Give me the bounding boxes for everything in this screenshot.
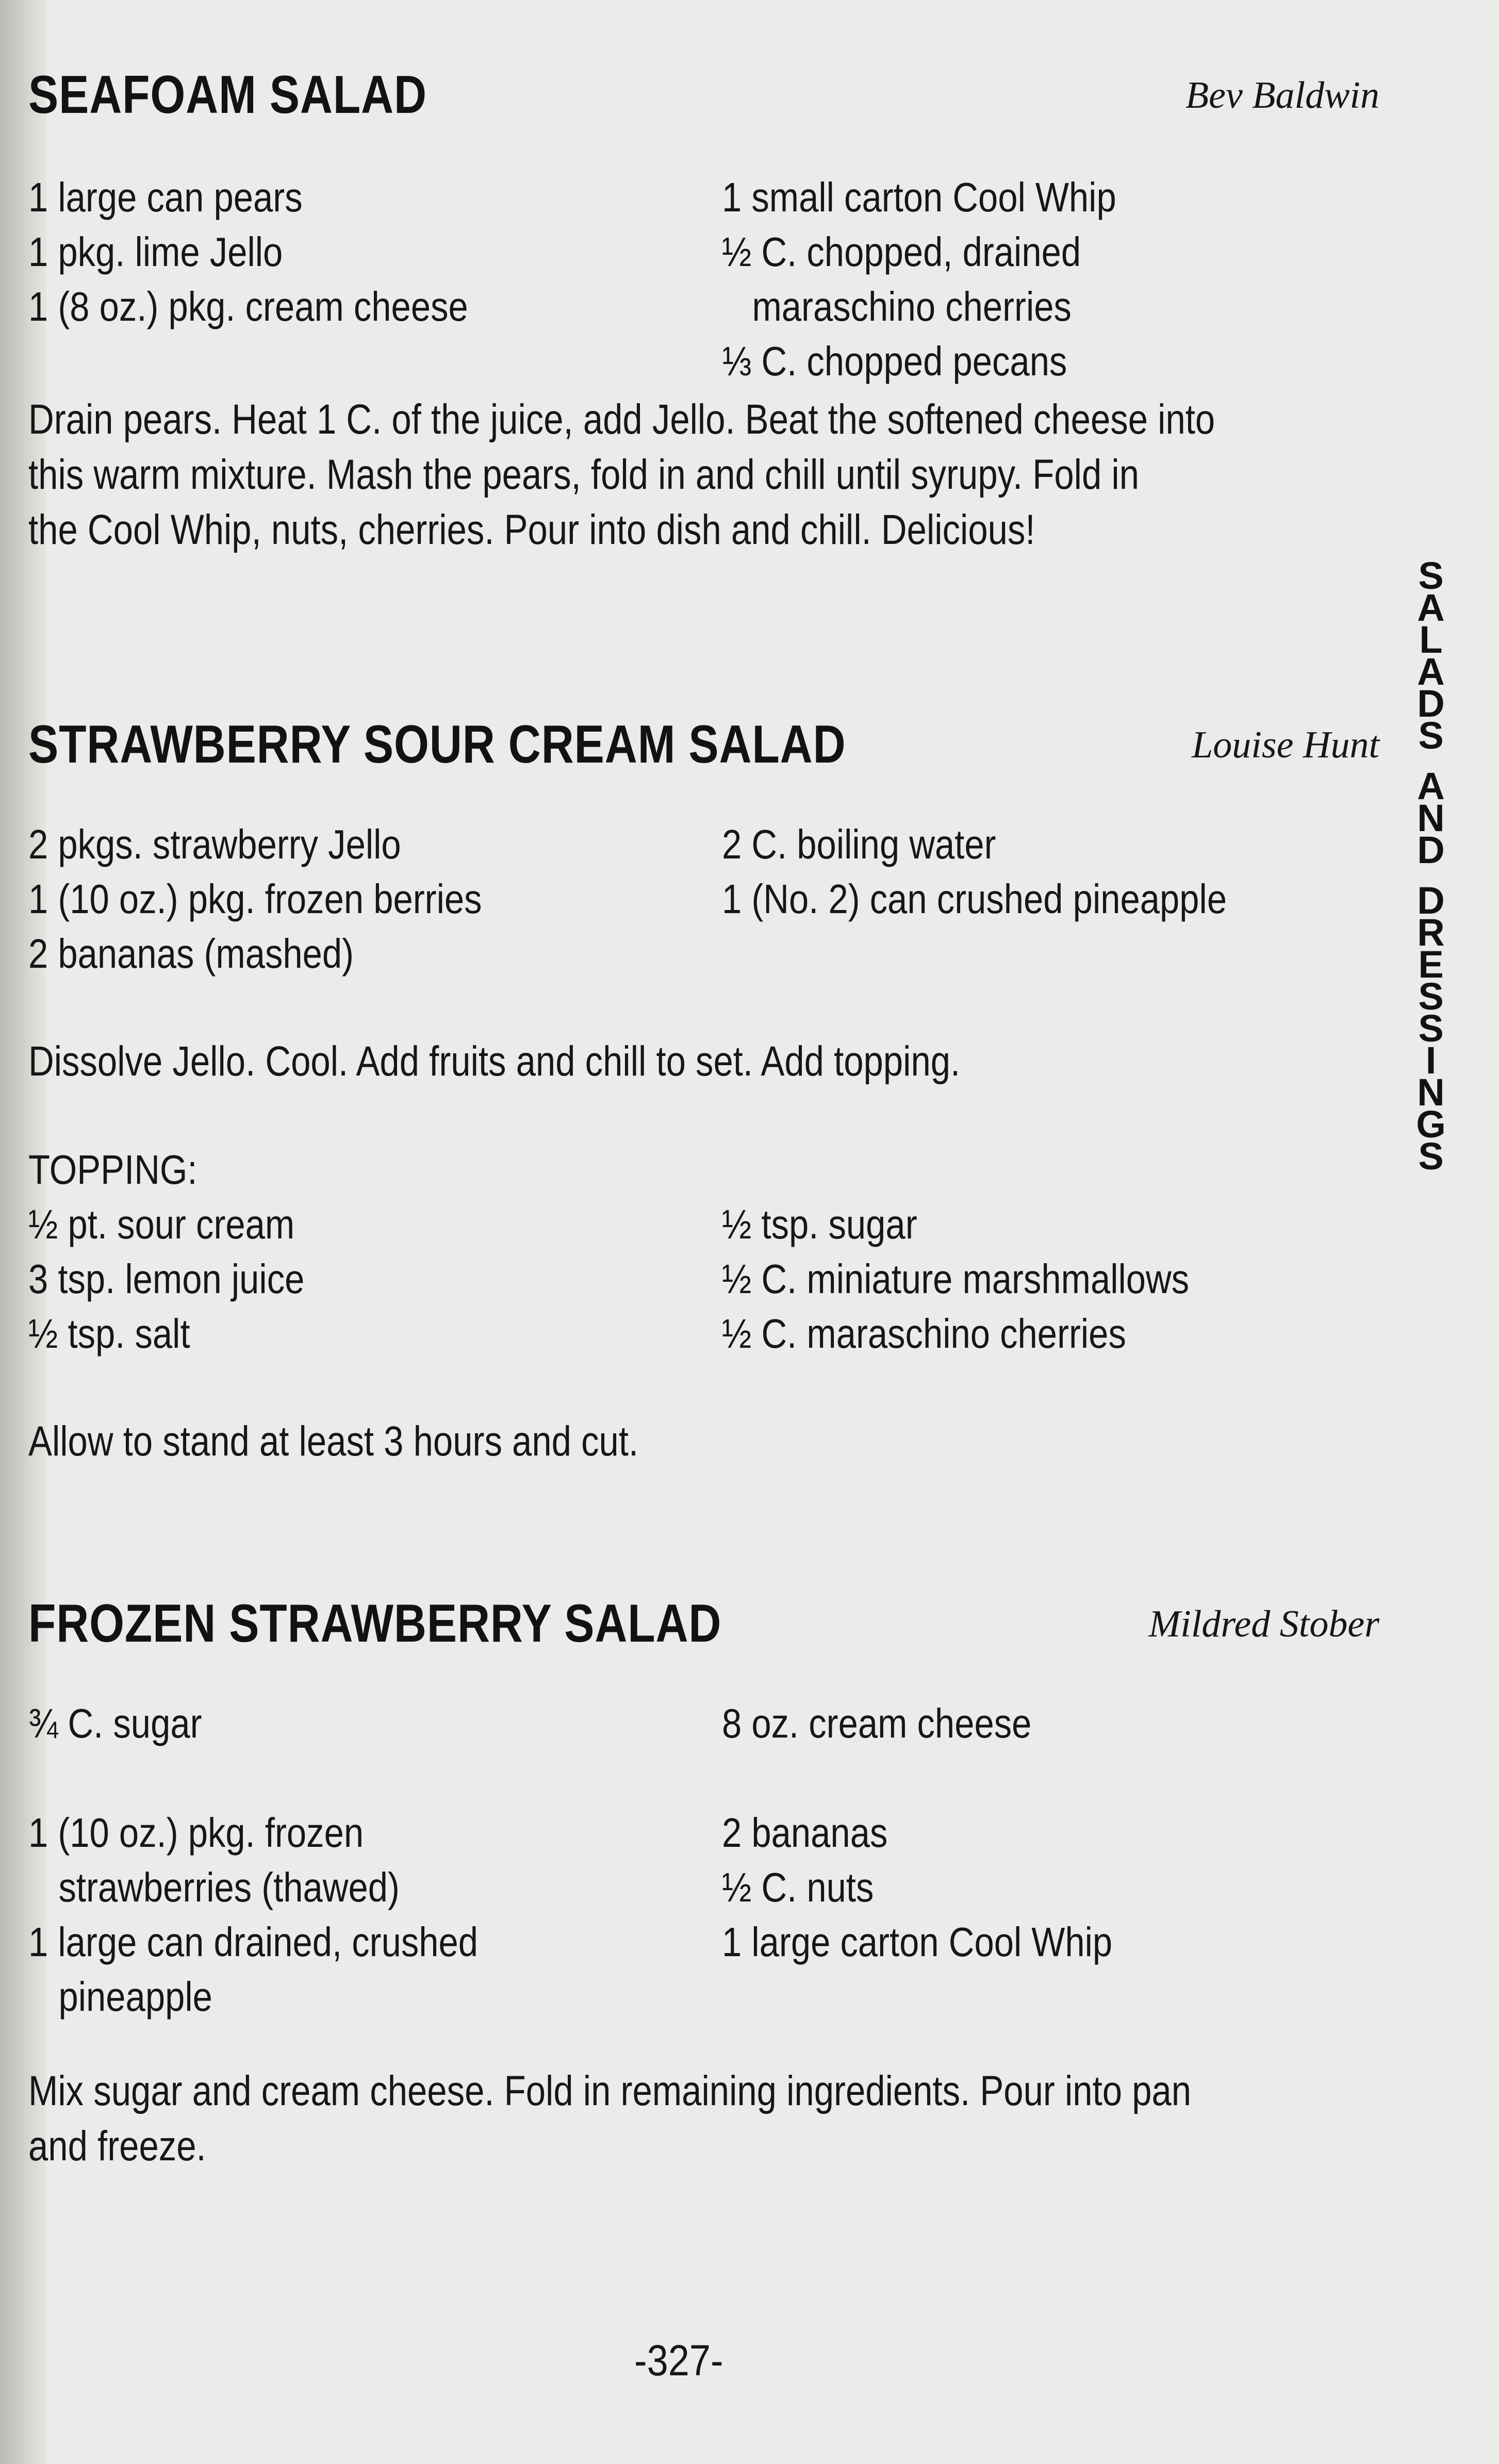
section-tab-letter: D bbox=[1417, 682, 1445, 725]
section-tab-letter: D bbox=[1417, 879, 1445, 922]
ingredient-item: 1 (8 oz.) pkg. cream cheese bbox=[28, 284, 468, 329]
ingredient-item: 8 oz. cream cheese bbox=[722, 1700, 1032, 1746]
ingredient-item: ¾ C. sugar bbox=[28, 1700, 202, 1746]
directions-line: and freeze. bbox=[28, 2123, 206, 2170]
ingredient-item: ½ C. nuts bbox=[722, 1864, 874, 1910]
recipe-seafoam-salad bbox=[28, 64, 1379, 557]
section-tab-word bbox=[1403, 554, 1459, 757]
ingredient-list bbox=[28, 1696, 1379, 1751]
directions-line: Drain pears. Heat 1 C. of the juice, add Jello. Beat the softened cheese into bbox=[28, 396, 1215, 443]
section-tab-letter: G bbox=[1416, 1103, 1446, 1146]
ingredient-item: 2 bananas (mashed) bbox=[28, 931, 354, 977]
section-tab-letter: S bbox=[1418, 975, 1444, 1018]
recipe-directions bbox=[28, 392, 1379, 557]
topping-list bbox=[28, 1197, 1379, 1362]
section-tab-word bbox=[1403, 879, 1459, 1178]
section-tab-letter: N bbox=[1417, 797, 1445, 839]
ingredient-item: maraschino cherries bbox=[752, 284, 1072, 329]
ingredient-item: 1 large carton Cool Whip bbox=[722, 1919, 1113, 1965]
recipe-frozen-strawberry-salad bbox=[28, 1593, 1379, 2174]
section-tab-letter: N bbox=[1417, 1071, 1445, 1114]
ingredient-item: 2 bananas bbox=[722, 1810, 888, 1856]
section-tab-letter: E bbox=[1418, 943, 1444, 986]
ingredient-item: ½ C. chopped, drained bbox=[722, 229, 1081, 275]
section-tab-letter: A bbox=[1417, 765, 1445, 807]
recipe-title: SEAFOAM SALAD bbox=[28, 65, 427, 125]
section-tab-word bbox=[1403, 765, 1459, 871]
recipe-title: STRAWBERRY SOUR CREAM SALAD bbox=[28, 715, 846, 774]
section-tab-letter: S bbox=[1418, 714, 1444, 757]
section-tab-salads-and-dressings bbox=[1403, 554, 1459, 1188]
directions-line: this warm mixture. Mash the pears, fold in and chill until syrupy. Fold in bbox=[28, 451, 1140, 498]
recipe-author: Bev Baldwin bbox=[1185, 74, 1379, 117]
ingredient-item: pineapple bbox=[58, 1974, 212, 2020]
recipe-directions bbox=[28, 2063, 1379, 2174]
ingredient-list bbox=[28, 1806, 1379, 2024]
section-tab-letter: S bbox=[1418, 1135, 1444, 1178]
section-tab-letter: I bbox=[1425, 1039, 1437, 1082]
section-tab-letter: L bbox=[1419, 618, 1443, 661]
section-tab-letter: S bbox=[1418, 1007, 1444, 1050]
directions-line: the Cool Whip, nuts, cherries. Pour into dish and chill. Delicious! bbox=[28, 506, 1035, 553]
ingredient-item: 2 C. boiling water bbox=[722, 821, 996, 867]
topping-label: TOPPING: bbox=[28, 1147, 197, 1193]
ingredient-item: 1 (No. 2) can crushed pineapple bbox=[722, 876, 1227, 922]
topping-item: 3 tsp. lemon juice bbox=[28, 1256, 305, 1302]
ingredient-item: 1 small carton Cool Whip bbox=[722, 174, 1116, 220]
ingredient-item: 1 pkg. lime Jello bbox=[28, 229, 283, 275]
ingredient-item: 1 (10 oz.) pkg. frozen berries bbox=[28, 876, 482, 922]
topping-item: ½ tsp. salt bbox=[28, 1311, 190, 1357]
ingredient-list bbox=[28, 817, 1379, 982]
topping-item: ½ C. miniature marshmallows bbox=[722, 1256, 1190, 1302]
topping-item: ½ C. maraschino cherries bbox=[722, 1311, 1126, 1357]
directions-line: Mix sugar and cream cheese. Fold in remaining ingredients. Pour into pan bbox=[28, 2068, 1192, 2114]
recipe-strawberry-sour-cream-salad bbox=[28, 714, 1379, 1469]
directions-line: Dissolve Jello. Cool. Add fruits and chill to set. Add topping. bbox=[28, 1038, 961, 1085]
ingredient-item: ⅓ C. chopped pecans bbox=[722, 338, 1067, 384]
ingredient-item: strawberries (thawed) bbox=[58, 1864, 400, 1910]
ingredient-item: 1 (10 oz.) pkg. frozen bbox=[28, 1810, 364, 1856]
recipe-author: Louise Hunt bbox=[1192, 724, 1379, 766]
section-tab-letter: D bbox=[1417, 829, 1445, 871]
recipe-note bbox=[28, 1414, 1379, 1469]
section-tab-letter: S bbox=[1418, 554, 1444, 597]
note-line: Allow to stand at least 3 hours and cut. bbox=[28, 1418, 639, 1465]
recipe-title: FROZEN STRAWBERRY SALAD bbox=[28, 1594, 722, 1653]
section-tab-letter: R bbox=[1417, 911, 1445, 954]
recipe-author: Mildred Stober bbox=[1148, 1603, 1379, 1645]
ingredient-list bbox=[28, 170, 1379, 392]
recipe-directions bbox=[28, 1034, 1379, 1089]
section-tab-letter: A bbox=[1417, 650, 1445, 693]
ingredient-item: 1 large can drained, crushed bbox=[28, 1919, 479, 1965]
section-tab-letter: A bbox=[1417, 586, 1445, 629]
ingredient-item: 2 pkgs. strawberry Jello bbox=[28, 821, 401, 867]
page-number: -327- bbox=[634, 2336, 723, 2385]
ingredient-item: 1 large can pears bbox=[28, 174, 303, 220]
topping-item: ½ pt. sour cream bbox=[28, 1201, 295, 1247]
topping-section bbox=[28, 1143, 1379, 1362]
topping-item: ½ tsp. sugar bbox=[722, 1201, 917, 1247]
